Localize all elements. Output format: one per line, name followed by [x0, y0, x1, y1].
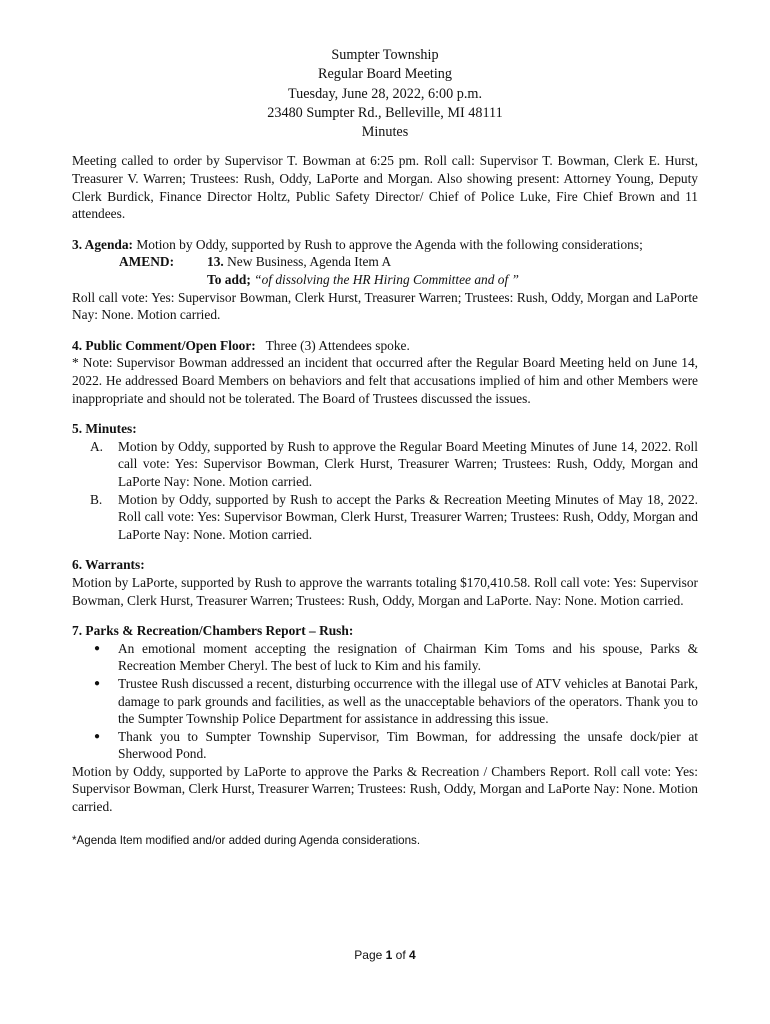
- page-label: Page: [354, 948, 383, 962]
- intro-paragraph: Meeting called to order by Supervisor T. Bowman at 6:25 pm. Roll call: Supervisor T. Bowman, Clerk E. Hurst, Treasurer V. Warren; Trustees: Rush, Oddy, LaPorte and Morgan. Also showing present: Attorney Young, Deputy Clerk Burdick, Finance Director Holtz, Public Safety Director/ Chief of Police Luke, Fire Chief Brown and 11 attendees.: [72, 153, 698, 222]
- amend-label: AMEND:: [119, 254, 175, 270]
- document-header: [72, 46, 698, 142]
- list-item-text: Thank you to Sumpter Township Supervisor, Tim Bowman, for addressing the unsafe dock/pier at Sherwood Pond.: [118, 728, 698, 762]
- intro-section: [72, 152, 698, 222]
- list-item-text: Trustee Rush discussed a recent, disturbing occurrence with the illegal use of ATV vehicles at Banotai Park, damage to park grounds and facilities, as well as the unacceptable behaviors of the operators. Thank you to the Sumpter Township Police Department for assistance in addressing this issue.: [118, 675, 698, 727]
- warrants-heading: 6. Warrants:: [72, 557, 145, 573]
- document-title: Minutes: [361, 124, 409, 141]
- list-item-text: Motion by Oddy, supported by Rush to accept the Parks & Recreation Meeting Minutes of May 18, 2022. Roll call vote: Yes: Supervisor Bowman, Clerk Hurst, Treasurer Warren; Trustees: Rush, Oddy, Morgan and LaPorte Nay: None. Motion carried.: [118, 491, 698, 542]
- toadd-text: “of dissolving the HR Hiring Committee and of ”: [254, 272, 519, 288]
- list-item: [72, 491, 698, 544]
- township-name: Sumpter Township: [331, 47, 439, 63]
- public-comment-heading: 4. Public Comment/Open Floor:: [72, 337, 256, 353]
- toadd-row: [72, 271, 698, 289]
- bullet-icon: ●: [94, 730, 101, 742]
- toadd-spacer: [119, 271, 207, 289]
- amend-item-text: New Business, Agenda Item A: [227, 254, 392, 270]
- meeting-type: Regular Board Meeting: [318, 66, 452, 83]
- toadd-value: [207, 271, 519, 289]
- parks-section: [72, 622, 698, 816]
- list-item: [72, 438, 698, 491]
- parks-bullet-list: [72, 640, 698, 763]
- page-number: [0, 948, 770, 962]
- toadd-label: To add;: [207, 272, 251, 288]
- list-item-text: Motion by Oddy, supported by Rush to approve the Regular Board Meeting Minutes of June 14, 2022. Roll call vote: Yes: Supervisor Bowman, Clerk Hurst, Treasurer Warren; Trustees: Rush, Oddy, Morgan and LaPorte Nay: None. Motion carried.: [118, 438, 698, 489]
- page-total: 4: [409, 948, 416, 962]
- public-comment-section: [72, 337, 698, 407]
- agenda-section: [72, 236, 698, 324]
- bullet-icon: ●: [94, 642, 101, 654]
- page-of: of: [395, 948, 406, 962]
- public-comment-note: * Note: Supervisor Bowman addressed an incident that occurred after the Regular Board Meeting held on June 14, 2022. He addressed Board Members on behaviors and felt that accusations implied of him and other Members were inappropriate and should not be tolerated. The Board of Trustees discussed the issues.: [72, 355, 698, 406]
- list-item: [72, 728, 698, 763]
- list-item: [72, 675, 698, 728]
- amend-row: [72, 253, 698, 271]
- list-item: [72, 640, 698, 675]
- parks-heading: 7. Parks & Recreation/Chambers Report – Rush:: [72, 623, 354, 639]
- minutes-section: [72, 420, 698, 543]
- meeting-address: 23480 Sumpter Rd., Belleville, MI 48111: [267, 104, 503, 121]
- list-marker: B.: [90, 491, 103, 507]
- amend-value: [207, 253, 391, 271]
- agenda-vote: Roll call vote: Yes: Supervisor Bowman, Clerk Hurst, Treasurer Warren; Trustees: Rush, Oddy, Morgan and LaPorte Nay: None. Motion carried.: [72, 289, 698, 323]
- amend-item-number: 13.: [207, 254, 224, 270]
- parks-motion: Motion by Oddy, supported by LaPorte to approve the Parks & Recreation / Chambers Report. Roll call vote: Yes: Supervisor Bowman, Clerk Hurst, Treasurer Warren; Trustees: Rush, Oddy, Morgan and LaPorte Nay: None. Motion carried.: [72, 763, 698, 815]
- footnote: *Agenda Item modified and/or added during Agenda considerations.: [72, 833, 421, 847]
- meeting-date: Tuesday, June 28, 2022, 6:00 p.m.: [287, 85, 483, 102]
- public-comment-text: Three (3) Attendees spoke.: [265, 337, 410, 353]
- bullet-icon: ●: [94, 677, 101, 689]
- agenda-heading: 3. Agenda:: [72, 236, 134, 252]
- agenda-paragraph: [72, 236, 698, 254]
- minutes-heading: 5. Minutes:: [72, 421, 137, 437]
- list-marker: A.: [90, 438, 104, 454]
- warrants-section: [72, 556, 698, 609]
- list-item-text: An emotional moment accepting the resignation of Chairman Kim Toms and his spouse, Parks & Recreation Member Cheryl. The best of luck to Kim and his family.: [118, 640, 698, 674]
- public-comment-paragraph: [72, 337, 698, 355]
- page-current: 1: [385, 948, 393, 962]
- warrants-paragraph: Motion by LaPorte, supported by Rush to approve the warrants totaling $170,410.58. Roll call vote: Yes: Supervisor Bowman, Clerk Hurst, Treasurer Warren; Trustees: Rush, Oddy, Morgan and LaPorte. Nay: None. Motion carried.: [72, 574, 698, 608]
- agenda-text: Motion by Oddy, supported by Rush to approve the Agenda with the following considerations;: [136, 236, 643, 252]
- minutes-list: [72, 438, 698, 544]
